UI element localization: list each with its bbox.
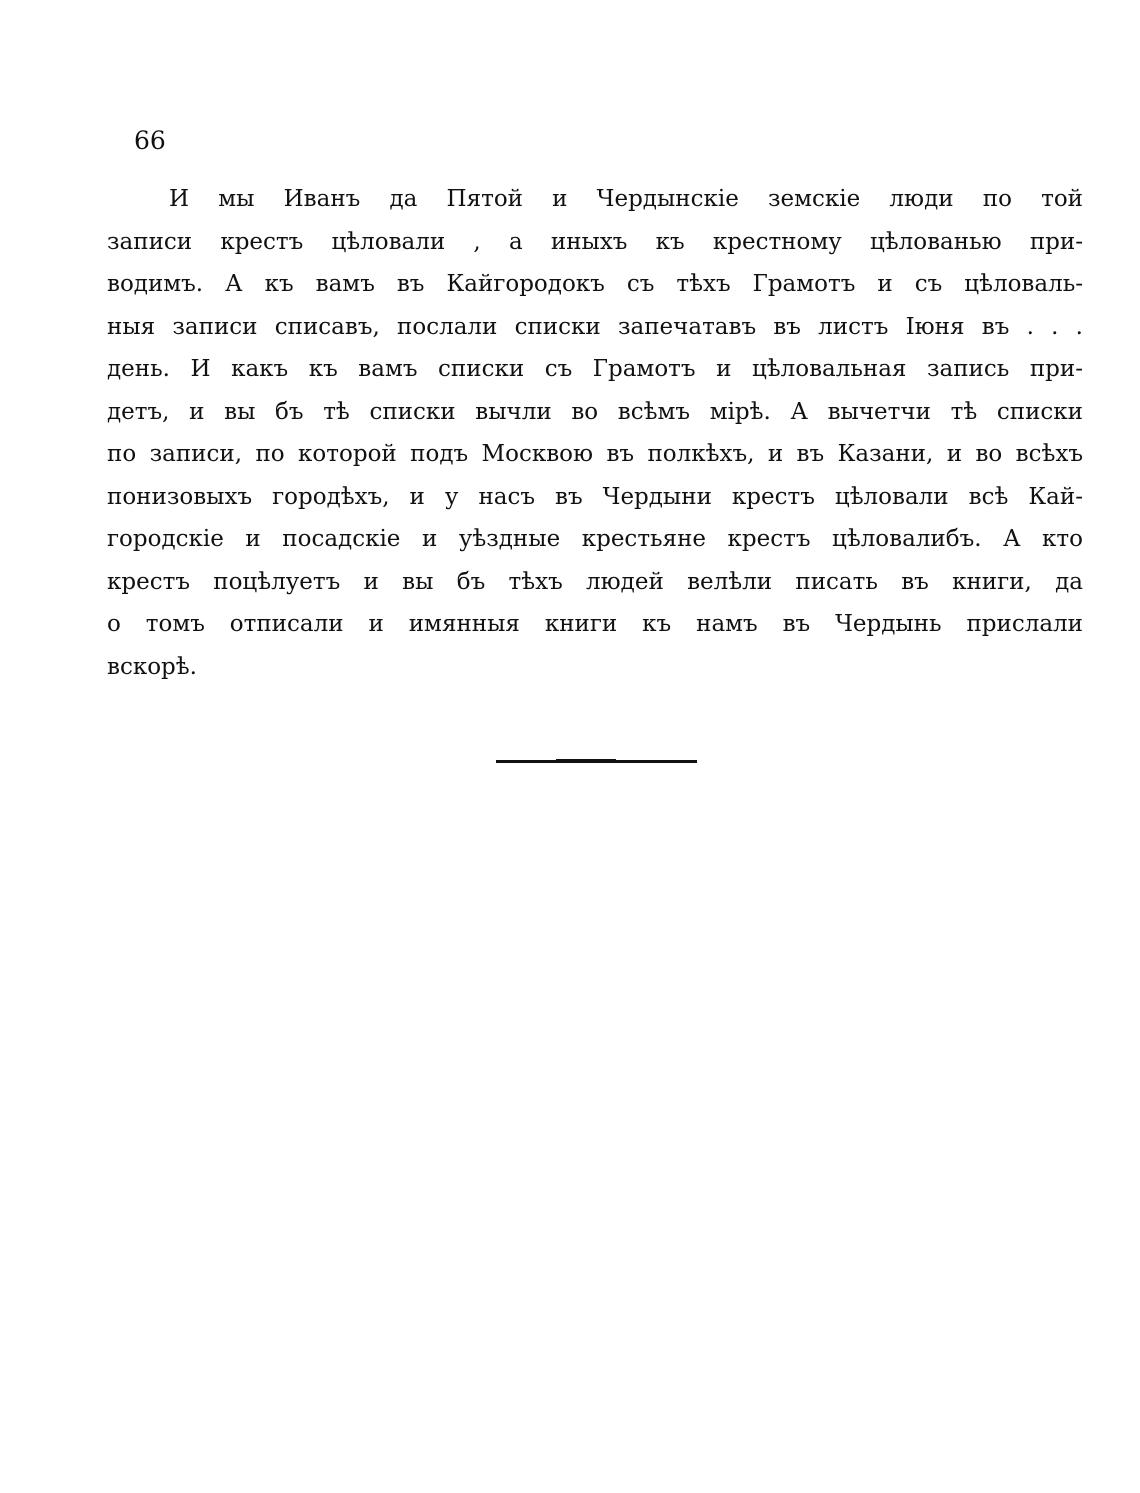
- text-line: по записи, по которой подъ Москвою въ полкѣхъ, и въ Казани, и во всѣхъ: [107, 441, 1083, 467]
- text-line: записи крестъ цѣловали , а иныхъ къ крестному цѣлованью при-: [107, 228, 1083, 255]
- text-line: ныя записи списавъ, послали списки запечатавъ въ листъ Іюня въ . . .: [107, 313, 1083, 340]
- text-line: понизовыхъ городѣхъ, и у насъ въ Чердыни крестъ цѣловали всѣ Кай-: [107, 483, 1083, 510]
- text-line: И мы Иванъ да Пятой и Чердынскіе земскіе люди по той: [169, 186, 1083, 212]
- text-line: детъ, и вы бъ тѣ списки вычли во всѣмъ мірѣ. А вычетчи тѣ списки: [107, 398, 1083, 425]
- text-line: о томъ отписали и имянныя книги къ намъ въ Чердынь прислали: [107, 611, 1083, 637]
- text-line: крестъ поцѣлуетъ и вы бъ тѣхъ людей велѣли писать въ книги, да: [107, 568, 1083, 595]
- text-line: вскорѣ.: [107, 653, 197, 680]
- body-text: [107, 178, 1083, 688]
- text-line: день. И какъ къ вамъ списки съ Грамотъ и цѣловальная запись при-: [107, 356, 1083, 382]
- page-number: 66: [134, 126, 166, 155]
- text-line: городскіе и посадскіе и уѣздные крестьяне крестъ цѣловалибъ. А кто: [107, 526, 1083, 552]
- text-line: водимъ. А къ вамъ въ Кайгородокъ съ тѣхъ Грамотъ и съ цѣловаль-: [107, 271, 1083, 297]
- section-divider: [496, 760, 697, 763]
